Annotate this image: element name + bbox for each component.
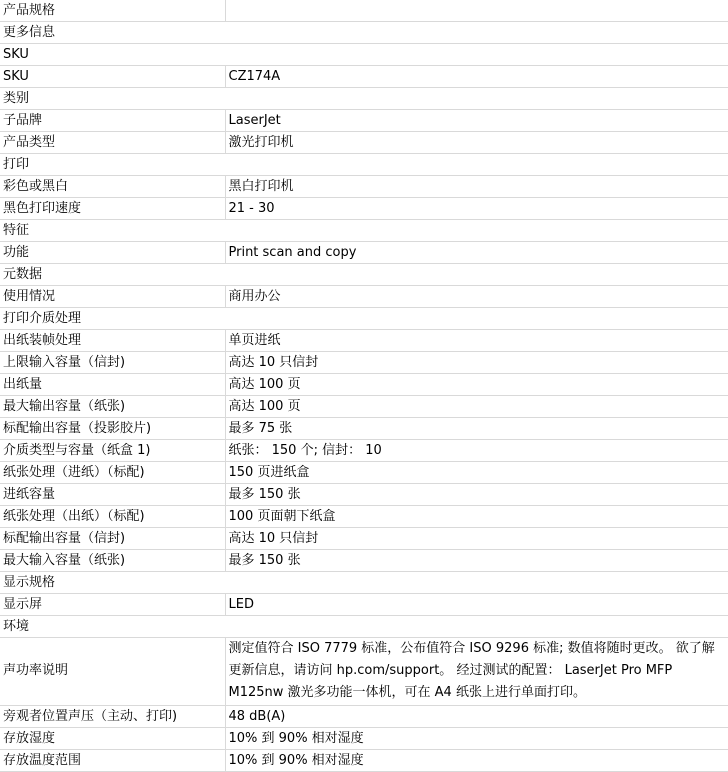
section-header-row: [0, 44, 728, 66]
section-title: 产品规格: [0, 0, 225, 22]
spec-label: 黑色打印速度: [0, 198, 225, 220]
section-header-row: [0, 22, 728, 44]
spec-value: 最多 150 张: [225, 550, 728, 572]
spec-value: 最多 150 张: [225, 484, 728, 506]
table-row: [0, 418, 728, 440]
spec-label: 上限输入容量（信封): [0, 352, 225, 374]
table-row: [0, 352, 728, 374]
table-row: [0, 594, 728, 616]
spec-value: 单页进纸: [225, 330, 728, 352]
spec-label: 存放湿度: [0, 728, 225, 750]
spec-value: 高达 10 只信封: [225, 528, 728, 550]
spec-value: 测定值符合 ISO 7779 标准，公布值符合 ISO 9296 标准; 数值将随时更改。 欲了解更新信息，请访问 hp.com/support。 经过测试的配置： LaserJet Pro MFP M125nw 激光多功能一体机，可在 A4 纸张上进行单面打印。: [225, 638, 728, 706]
table-row: [0, 506, 728, 528]
table-row: [0, 198, 728, 220]
table-row: [0, 110, 728, 132]
table-row: [0, 706, 728, 728]
spec-value: 100 页面朝下纸盒: [225, 506, 728, 528]
section-header-row: [0, 308, 728, 330]
table-row: [0, 330, 728, 352]
section-title: 特征: [0, 220, 225, 242]
spec-value: [225, 22, 728, 44]
section-title: 更多信息: [0, 22, 225, 44]
spec-value: [225, 264, 728, 286]
spec-value: 高达 10 只信封: [225, 352, 728, 374]
section-header-row: [0, 220, 728, 242]
spec-value: 最多 75 张: [225, 418, 728, 440]
section-title: 显示规格: [0, 572, 225, 594]
spec-label: 纸张处理（出纸）（标配): [0, 506, 225, 528]
spec-value: LED: [225, 594, 728, 616]
spec-value: 10% 到 90% 相对湿度: [225, 750, 728, 772]
spec-value: Print scan and copy: [225, 242, 728, 264]
spec-label: 出纸量: [0, 374, 225, 396]
spec-label: 标配输出容量（投影胶片): [0, 418, 225, 440]
table-row: [0, 638, 728, 706]
spec-value: 纸张： 150 个; 信封： 10: [225, 440, 728, 462]
section-header-row: [0, 154, 728, 176]
table-row: [0, 728, 728, 750]
spec-value: 21 - 30: [225, 198, 728, 220]
spec-label: 最大输出容量（纸张): [0, 396, 225, 418]
spec-label: SKU: [0, 66, 225, 88]
spec-value: [225, 220, 728, 242]
table-row: [0, 750, 728, 772]
spec-value: [225, 572, 728, 594]
section-title: 环境: [0, 616, 225, 638]
table-row: [0, 396, 728, 418]
table-row: [0, 484, 728, 506]
table-row: [0, 242, 728, 264]
spec-value: [225, 154, 728, 176]
spec-label: 使用情况: [0, 286, 225, 308]
spec-value: [225, 308, 728, 330]
spec-label: 进纸容量: [0, 484, 225, 506]
spec-label: 最大输入容量（纸张): [0, 550, 225, 572]
spec-value: [225, 44, 728, 66]
spec-label: 子品牌: [0, 110, 225, 132]
table-row: [0, 440, 728, 462]
spec-value: 商用办公: [225, 286, 728, 308]
spec-label: 功能: [0, 242, 225, 264]
spec-value: 高达 100 页: [225, 374, 728, 396]
spec-value: [225, 0, 728, 22]
spec-label: 显示屏: [0, 594, 225, 616]
spec-value: 黑白打印机: [225, 176, 728, 198]
spec-label: 旁观者位置声压（主动、打印): [0, 706, 225, 728]
section-title: 打印: [0, 154, 225, 176]
spec-label: 介质类型与容量（纸盒 1): [0, 440, 225, 462]
table-row: [0, 176, 728, 198]
spec-value: [225, 616, 728, 638]
spec-value: 48 dB(A): [225, 706, 728, 728]
section-title: 类别: [0, 88, 225, 110]
spec-label: 出纸装帧处理: [0, 330, 225, 352]
table-row: [0, 132, 728, 154]
spec-value: 高达 100 页: [225, 396, 728, 418]
spec-label: 产品类型: [0, 132, 225, 154]
spec-label: 纸张处理（进纸）（标配): [0, 462, 225, 484]
spec-value: 150 页进纸盒: [225, 462, 728, 484]
section-header-row: [0, 616, 728, 638]
table-row: [0, 374, 728, 396]
section-title: 打印介质处理: [0, 308, 225, 330]
spec-value: 10% 到 90% 相对湿度: [225, 728, 728, 750]
table-row: [0, 286, 728, 308]
section-header-row: [0, 264, 728, 286]
section-header-row: [0, 0, 728, 22]
spec-value: 激光打印机: [225, 132, 728, 154]
table-row: [0, 462, 728, 484]
section-header-row: [0, 88, 728, 110]
spec-value: [225, 88, 728, 110]
spec-value: CZ174A: [225, 66, 728, 88]
spec-label: 标配输出容量（信封): [0, 528, 225, 550]
table-row: [0, 550, 728, 572]
spec-label: 彩色或黑白: [0, 176, 225, 198]
section-title: 元数据: [0, 264, 225, 286]
table-row: [0, 528, 728, 550]
spec-label: 声功率说明: [0, 638, 225, 706]
spec-value: LaserJet: [225, 110, 728, 132]
spec-label: 存放温度范围: [0, 750, 225, 772]
section-header-row: [0, 572, 728, 594]
table-row: [0, 66, 728, 88]
section-title: SKU: [0, 44, 225, 66]
